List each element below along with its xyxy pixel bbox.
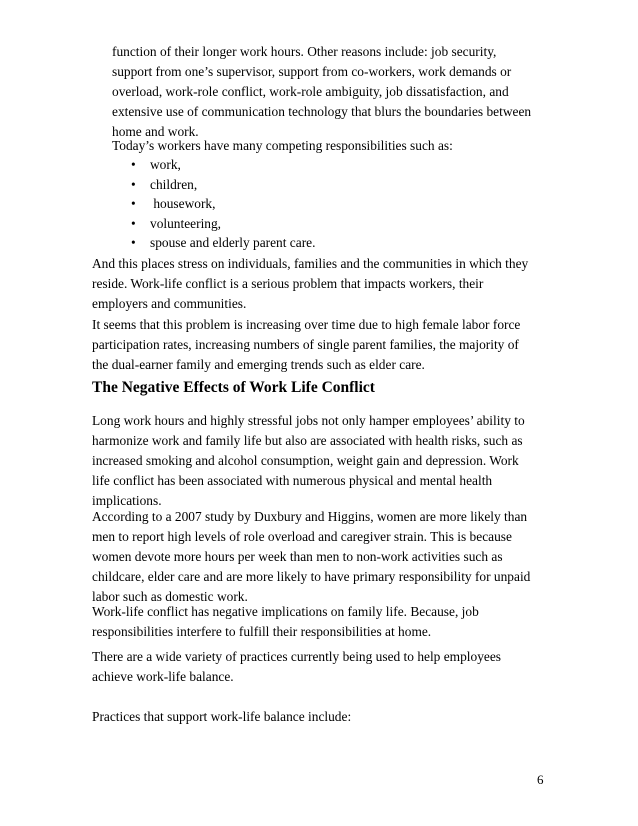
text-line: the dual-earner family and emerging trends such as elder care. (92, 357, 425, 372)
page-number: 6 (537, 772, 544, 787)
section-heading: The Negative Effects of Work Life Conflict (92, 379, 375, 396)
paragraph-practices (92, 647, 501, 687)
text-line: support from one’s supervisor, support from co-workers, work demands or (112, 64, 512, 79)
text-line: Work-life conflict has negative implications on family life. Because, job (92, 604, 479, 619)
bullet-icon: • (131, 176, 136, 192)
text-line: achieve work-life balance. (92, 669, 234, 684)
paragraph-increasing-problem (92, 315, 520, 375)
text-line: implications. (92, 493, 162, 508)
text-line: There are a wide variety of practices currently being used to help employees (92, 649, 501, 664)
text-line: responsibilities interfere to fulfill their responsibilities at home. (92, 624, 432, 639)
responsibilities-list (131, 155, 315, 253)
list-item (131, 175, 315, 195)
list-item-text: work, (150, 157, 181, 172)
text-line: reside. Work-life conflict is a serious problem that impacts workers, their (92, 276, 484, 291)
bullet-icon: • (131, 235, 136, 250)
text-line: labor such as domestic work. (92, 589, 248, 604)
list-item (131, 214, 315, 234)
text-line: Long work hours and highly stressful jobs not only hamper employees’ ability to (92, 413, 525, 428)
text-line: It seems that this problem is increasing over time due to high female labor force (92, 317, 521, 332)
text-line: overload, work-role conflict, work-role ambiguity, job dissatisfaction, and (112, 84, 509, 99)
text-line: extensive use of communication technology that blurs the boundaries between (112, 104, 532, 119)
list-item-text: housework, (150, 196, 216, 211)
text-line: life conflict has been associated with numerous physical and mental health (92, 473, 493, 488)
paragraph-work-hours-reasons (112, 42, 531, 142)
list-item-text: volunteering, (150, 215, 222, 231)
list-item-text: children, (150, 176, 198, 192)
text-line: home and work. (112, 124, 199, 139)
text-line: childcare, elder care and are more likely to have primary responsibility for unpaid (92, 569, 531, 584)
text-line: men to report high levels of role overload and caregiver strain. This is because (92, 529, 512, 544)
bullet-icon: • (131, 215, 136, 231)
list-item (131, 233, 315, 253)
list-item-text: spouse and elderly parent care. (150, 235, 316, 250)
bullet-icon: • (131, 157, 136, 172)
text-line: participation rates, increasing numbers of single parent families, the majority of (92, 337, 519, 352)
text-line: women devote more hours per week than men to non-work activities such as (92, 549, 503, 564)
text-line: According to a 2007 study by Duxbury and Higgins, women are more likely than (92, 509, 528, 524)
list-item (131, 194, 315, 214)
list-item (131, 155, 315, 175)
paragraph-stress (92, 254, 528, 314)
bullet-icon: • (131, 196, 136, 211)
text-line: increased smoking and alcohol consumption, weight gain and depression. Work (92, 453, 519, 468)
text-line: Today’s workers have many competing responsibilities such as: (112, 138, 453, 153)
paragraph-practices-intro (92, 707, 351, 727)
text-line: And this places stress on individuals, families and the communities in which they (92, 256, 529, 271)
text-line: harmonize work and family life but also are associated with health risks, such as (92, 433, 523, 448)
paragraph-duxbury-higgins-study (92, 507, 530, 607)
text-line: Practices that support work-life balance include: (92, 709, 352, 724)
paragraph-competing-responsibilities (112, 136, 453, 156)
paragraph-family-life (92, 602, 479, 642)
text-line: employers and communities. (92, 296, 247, 311)
paragraph-health-risks (92, 411, 525, 511)
text-line: function of their longer work hours. Other reasons include: job security, (112, 44, 497, 59)
